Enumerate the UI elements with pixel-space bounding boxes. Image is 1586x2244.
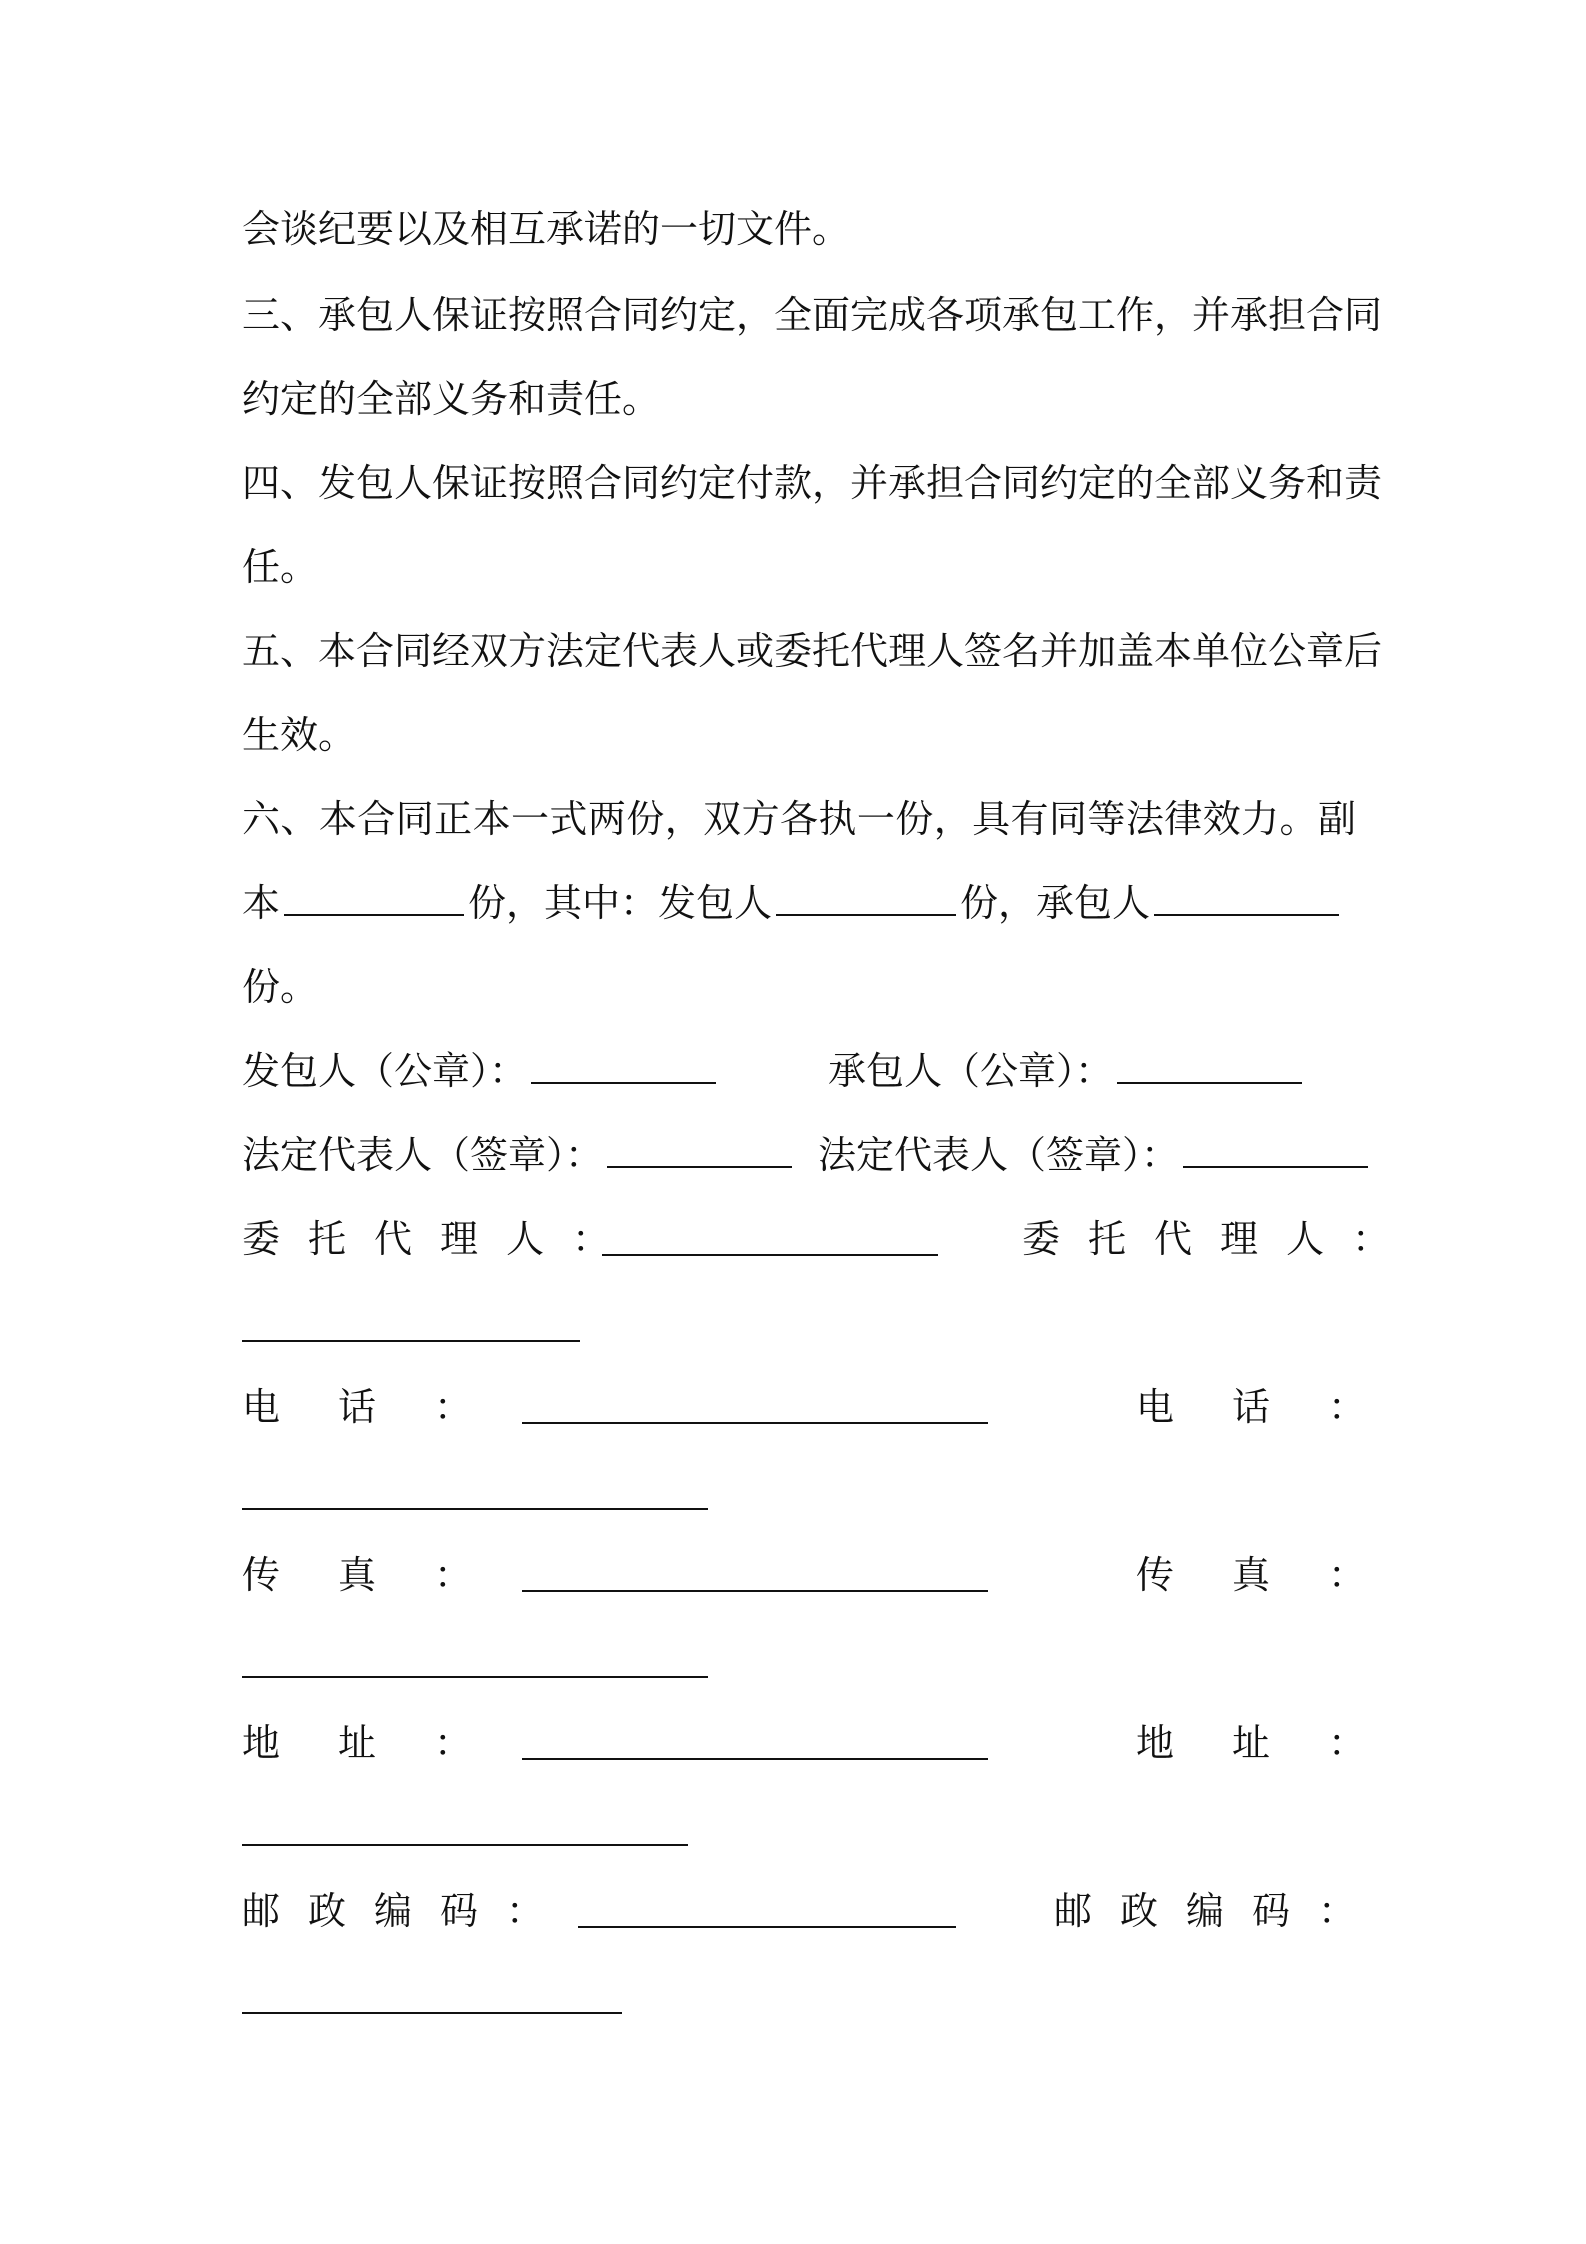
contractor-postcode-field[interactable] bbox=[242, 2012, 622, 2014]
issuer-agent-label: 委托代理人： bbox=[242, 1217, 639, 1261]
clause-six-line-2 bbox=[242, 878, 1343, 928]
clause-five-line-2: 生效。 bbox=[242, 713, 357, 757]
clause-three-line-2: 约定的全部义务和责任。 bbox=[242, 377, 661, 421]
clause-four-line-1: 四、发包人保证按照合同约定付款，并承担合同约定的全部义务和责 bbox=[242, 461, 1383, 505]
clause-four-line-2: 任。 bbox=[242, 545, 319, 589]
contractor-fax-field[interactable] bbox=[242, 1676, 708, 1678]
contractor-postcode-label: 邮政编码： bbox=[1054, 1889, 1385, 1933]
clause-six-line-3: 份。 bbox=[242, 965, 319, 1009]
contractor-phone-field[interactable] bbox=[242, 1508, 708, 1510]
issuer-legal-rep-field[interactable] bbox=[607, 1132, 792, 1168]
clause-six-text-a: 本 bbox=[242, 881, 281, 925]
issuer-address-field[interactable] bbox=[522, 1758, 988, 1760]
issuer-agent-field[interactable] bbox=[602, 1254, 938, 1256]
contractor-legal-rep-row bbox=[818, 1130, 1372, 1180]
clause-six-text-b: 份，其中：发包人 bbox=[468, 881, 773, 925]
issuer-phone-field[interactable] bbox=[522, 1422, 988, 1424]
contractor-seal-field[interactable] bbox=[1117, 1048, 1302, 1084]
issuer-legal-rep-label: 法定代表人（签章）： bbox=[242, 1133, 604, 1177]
issuer-seal-label: 发包人（公章）： bbox=[242, 1049, 528, 1093]
contractor-phone-label: 电话： bbox=[1136, 1385, 1425, 1429]
contractor-legal-rep-label: 法定代表人（签章）： bbox=[818, 1133, 1180, 1177]
clause-three-line-1: 三、承包人保证按照合同约定，全面完成各项承包工作，并承担合同 bbox=[242, 293, 1383, 337]
issuer-seal-field[interactable] bbox=[531, 1048, 716, 1084]
contractor-agent-field[interactable] bbox=[242, 1340, 580, 1342]
contractor-seal-row bbox=[828, 1046, 1306, 1096]
contractor-legal-rep-field[interactable] bbox=[1183, 1132, 1368, 1168]
issuer-address-label: 地址： bbox=[242, 1721, 531, 1765]
issuer-fax-field[interactable] bbox=[522, 1590, 988, 1592]
issuer-postcode-field[interactable] bbox=[578, 1926, 956, 1928]
clause-five-line-1: 五、本合同经双方法定代表人或委托代理人签名并加盖本单位公章后 bbox=[242, 629, 1383, 673]
contractor-seal-label: 承包人（公章）： bbox=[828, 1049, 1114, 1093]
clause-six-line-1: 六、本合同正本一式两份，双方各执一份，具有同等法律效力。副 bbox=[242, 797, 1356, 841]
contractor-agent-label: 委托代理人： bbox=[1022, 1217, 1419, 1261]
paragraph-line: 会谈纪要以及相互承诺的一切文件。 bbox=[242, 207, 851, 251]
issuer-legal-rep-row bbox=[242, 1130, 796, 1180]
clause-six-text-c: 份，承包人 bbox=[960, 881, 1151, 925]
contractor-copies-blank[interactable] bbox=[1154, 880, 1339, 916]
copies-blank[interactable] bbox=[284, 880, 464, 916]
contractor-address-field[interactable] bbox=[242, 1844, 688, 1846]
issuer-postcode-label: 邮政编码： bbox=[242, 1889, 573, 1933]
issuer-phone-label: 电话： bbox=[242, 1385, 531, 1429]
contractor-address-label: 地址： bbox=[1136, 1721, 1425, 1765]
issuer-fax-label: 传真： bbox=[242, 1553, 531, 1597]
issuer-seal-row bbox=[242, 1046, 720, 1096]
contractor-fax-label: 传真： bbox=[1136, 1553, 1425, 1597]
issuer-copies-blank[interactable] bbox=[776, 880, 956, 916]
